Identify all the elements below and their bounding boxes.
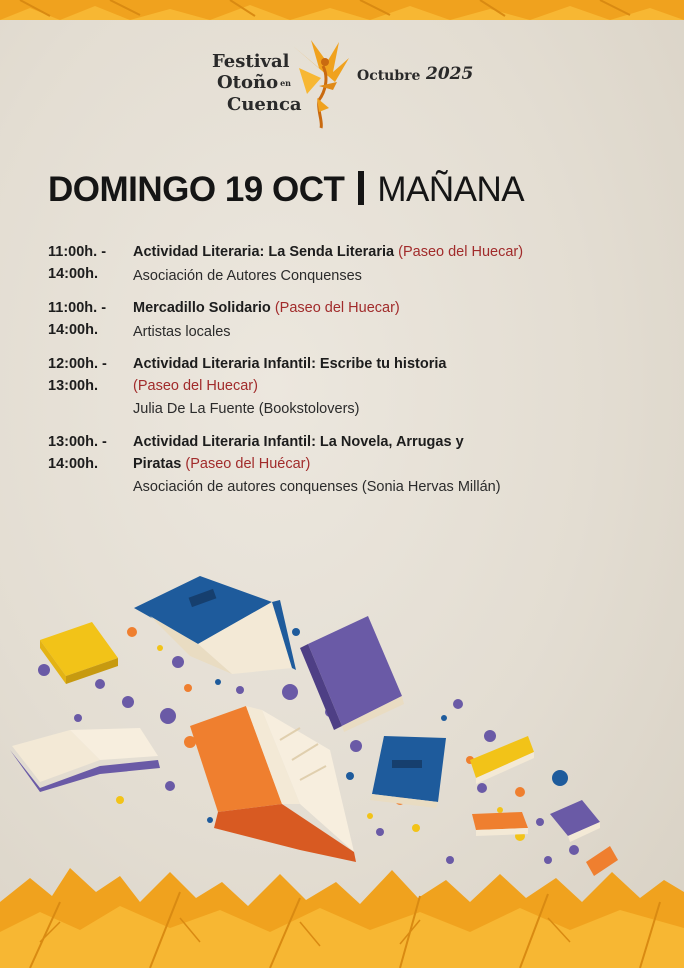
event-body [133, 432, 501, 499]
bottom-leaf-border [0, 862, 684, 968]
event-time-end: 14:00h. [48, 321, 98, 338]
page-title [48, 168, 524, 212]
closed-book-icon [470, 736, 534, 784]
logo-otono-text: Otoño [217, 72, 279, 93]
open-book-icon [134, 576, 296, 674]
event-time [48, 354, 128, 397]
event-time [48, 298, 128, 341]
event-time-start: 12:00h. - [48, 356, 107, 372]
logo-month: Octubre [357, 68, 421, 84]
event-place: (Paseo del Huecar) [133, 377, 258, 394]
closed-book-icon [370, 736, 446, 808]
event-place: (Paseo del Huecar) [274, 300, 400, 316]
event-time-start: 11:00h. - [48, 244, 107, 260]
open-book-icon [10, 728, 160, 792]
event-body [133, 242, 523, 287]
logo-line-cuenca: Cuenca [227, 94, 302, 115]
logo-line-festival: Festival [212, 51, 290, 72]
event-place: (Paseo del Huecar) [398, 244, 524, 260]
title-divider [358, 171, 364, 205]
closed-book-icon [40, 622, 118, 684]
logo-en-text: en [280, 78, 291, 88]
closed-book-icon [550, 800, 600, 842]
event-time [48, 432, 128, 475]
event-item [48, 298, 400, 343]
closed-book-icon [472, 812, 528, 836]
closed-book-icon [300, 616, 404, 732]
event-title: Actividad Literaria: La Senda Literaria [133, 244, 395, 260]
event-title: Mercadillo Solidario [133, 300, 271, 316]
event-time-end: 14:00h. [48, 265, 98, 282]
event-body [133, 298, 400, 343]
festival-logo [205, 38, 475, 128]
event-time-start: 13:00h. - [48, 434, 107, 450]
event-time-end: 13:00h. [48, 377, 98, 394]
event-organizer: Artistas locales [133, 323, 231, 340]
event-time [48, 242, 128, 285]
top-leaf-border [0, 0, 684, 20]
event-organizer: Asociación de Autores Conquenses [133, 267, 362, 284]
event-item [48, 242, 523, 287]
event-organizer: Julia De La Fuente (Bookstolovers) [133, 401, 360, 417]
flying-books-illustration [0, 560, 684, 880]
logo-year: 2025 [426, 64, 474, 84]
event-item [48, 432, 501, 499]
event-body [133, 354, 446, 421]
event-title: Actividad Literaria Infantil: La Novela, Arrugas y Piratas [133, 434, 464, 472]
title-day: DOMINGO 19 OCT [48, 170, 345, 209]
event-time-end: 14:00h. [48, 455, 98, 472]
event-item [48, 354, 446, 421]
open-book-icon [190, 706, 356, 862]
event-time-start: 11:00h. - [48, 300, 107, 316]
event-place: (Paseo del Huécar) [185, 455, 311, 472]
autumn-leaf-icon [0, 868, 684, 968]
logo-line-otono [217, 73, 291, 93]
event-title: Actividad Literaria Infantil: Escribe tu historia [133, 356, 447, 372]
fairy-icon [289, 38, 351, 130]
event-organizer: Asociación de autores conquenses (Sonia Hervas Millán) [133, 479, 501, 495]
title-period: MAÑANA [377, 170, 525, 209]
